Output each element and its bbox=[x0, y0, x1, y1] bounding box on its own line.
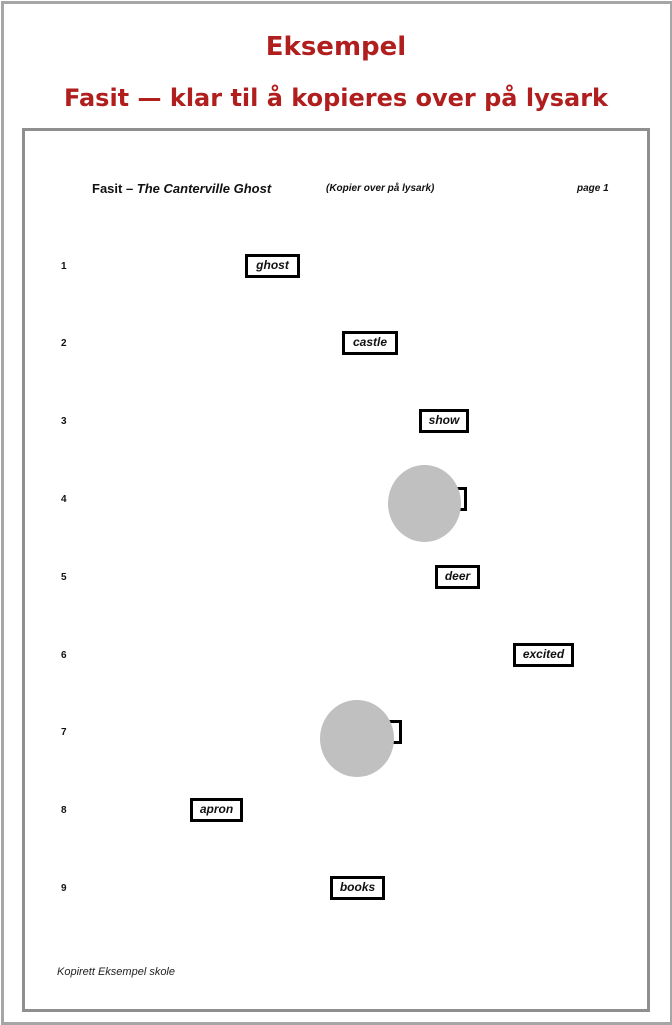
copyright-footer: Kopirett Eksempel skole bbox=[57, 966, 175, 978]
document-page-number: page 1 bbox=[577, 183, 609, 194]
page-title: Eksempel bbox=[265, 32, 407, 62]
document-header-prefix: Fasit – bbox=[92, 181, 137, 196]
answer-box-2: castle bbox=[342, 331, 398, 355]
answer-cover-circle-4 bbox=[388, 465, 461, 542]
row-number-9: 9 bbox=[61, 883, 67, 894]
row-number-3: 3 bbox=[61, 416, 67, 427]
answer-box-8: apron bbox=[190, 798, 243, 822]
document-header-title bbox=[92, 181, 271, 196]
answer-box-9: books bbox=[330, 876, 385, 900]
answer-box-5: deer bbox=[435, 565, 480, 589]
document-header-instruction: (Kopier over på lysark) bbox=[326, 183, 435, 194]
row-number-1: 1 bbox=[61, 261, 67, 272]
row-number-4: 4 bbox=[61, 494, 67, 505]
answer-cover-circle-7 bbox=[320, 700, 394, 777]
row-number-6: 6 bbox=[61, 650, 67, 661]
answer-box-1: ghost bbox=[245, 254, 300, 278]
document-header-book-title: The Canterville Ghost bbox=[136, 181, 272, 196]
row-number-5: 5 bbox=[61, 572, 67, 583]
page-subtitle: Fasit — klar til å kopieres over på lysark bbox=[63, 84, 608, 112]
answer-box-6: excited bbox=[513, 643, 574, 667]
row-number-8: 8 bbox=[61, 805, 67, 816]
row-number-2: 2 bbox=[61, 338, 67, 349]
row-number-7: 7 bbox=[61, 727, 67, 738]
answer-box-3: show bbox=[419, 409, 469, 433]
